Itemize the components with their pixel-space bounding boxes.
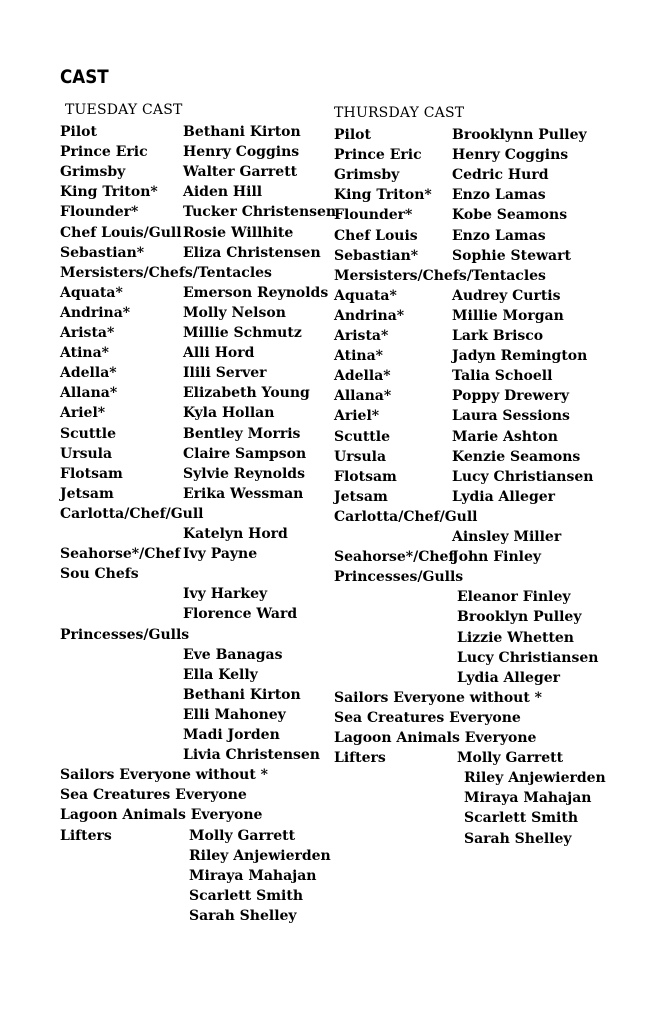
tuesday-cast-row xyxy=(60,323,340,343)
actor-name: Florence Ward xyxy=(183,606,298,623)
actor-name: Kyla Hollan xyxy=(183,405,275,422)
actor-name: Cedric Hurd xyxy=(452,167,549,184)
actor-name: Kobe Seamons xyxy=(452,207,568,224)
tuesday-cast-row xyxy=(60,564,340,584)
tuesday-cast-row xyxy=(60,725,340,745)
thursday-cast-row xyxy=(334,246,614,266)
role-name: Lagoon Animals Everyone xyxy=(334,730,537,746)
thursday-cast-row xyxy=(334,185,614,205)
thursday-cast-row xyxy=(334,447,614,467)
role-name: Lifters xyxy=(60,827,112,844)
actor-name: Bethani Kirton xyxy=(183,124,301,140)
tuesday-cast-row xyxy=(60,182,340,202)
actor-name: Bentley Morris xyxy=(183,425,301,442)
thursday-cast-row xyxy=(334,808,614,828)
thursday-cast-row xyxy=(334,668,614,688)
tuesday-cast-row xyxy=(60,343,340,363)
cast-heading: CAST xyxy=(60,66,109,88)
role-name: Sebastian* xyxy=(334,247,419,264)
actor-name: Henry Coggins xyxy=(183,144,300,161)
thursday-cast-row xyxy=(334,266,614,286)
role-name: Seahorse*/Chef xyxy=(60,546,181,563)
tuesday-cast-row xyxy=(60,826,340,846)
thursday-cast-row xyxy=(334,648,614,668)
tuesday-cast-row xyxy=(60,263,340,283)
tuesday-cast-row xyxy=(60,444,340,464)
actor-name: Sylvie Reynolds xyxy=(183,465,305,482)
actor-name: Miraya Mahajan xyxy=(189,867,317,884)
actor-name: Miraya Mahajan xyxy=(464,790,592,807)
role-name: Sailors Everyone without * xyxy=(334,689,543,706)
role-name: Arista* xyxy=(60,325,115,341)
thursday-cast-row xyxy=(334,728,614,748)
role-name: Sebastian* xyxy=(60,244,145,261)
tuesday-cast-row xyxy=(60,383,340,403)
role-name: Atina* xyxy=(60,345,109,362)
thursday-cast-row xyxy=(334,487,614,507)
role-name: Andrina* xyxy=(60,304,131,321)
role-name: Jetsam xyxy=(334,488,388,505)
actor-name: Poppy Drewery xyxy=(452,388,569,405)
actor-name: Eleanor Finley xyxy=(457,589,571,606)
thursday-cast-row xyxy=(334,688,614,708)
tuesday-cast-row xyxy=(60,403,340,423)
actor-name: Riley Anjewierden xyxy=(464,770,606,787)
tuesday-cast-row xyxy=(60,464,340,484)
actor-name: Alli Hord xyxy=(183,345,255,362)
actor-name: Laura Sessions xyxy=(452,408,570,425)
tuesday-cast-row xyxy=(60,866,340,886)
role-name: Princesses/Gulls xyxy=(334,569,464,586)
thursday-cast-row xyxy=(334,708,614,728)
tuesday-cast-row xyxy=(60,424,340,444)
thursday-cast-row xyxy=(334,768,614,788)
tuesday-cast-row xyxy=(60,625,340,645)
tuesday-cast-row xyxy=(60,484,340,504)
actor-name: Aiden Hill xyxy=(183,184,263,201)
role-name: Chef Louis xyxy=(334,227,418,244)
thursday-cast-row xyxy=(334,547,614,567)
actor-name: Lydia Alleger xyxy=(452,488,556,505)
actor-name: Elizabeth Young xyxy=(183,385,310,402)
role-name: Carlotta/Chef/Gull xyxy=(334,508,478,525)
role-name: Scuttle xyxy=(60,425,116,442)
thursday-cast-row xyxy=(334,165,614,185)
tuesday-cast-row xyxy=(60,906,340,926)
actor-name: Jadyn Remington xyxy=(452,348,588,365)
tuesday-cast-row xyxy=(60,363,340,383)
role-name: Adella* xyxy=(334,368,391,385)
tuesday-cast-row xyxy=(60,303,340,323)
tuesday-cast-title: TUESDAY CAST xyxy=(65,102,183,118)
tuesday-cast-row xyxy=(60,122,340,142)
role-name: Jetsam xyxy=(60,485,114,502)
actor-name: Molly Garrett xyxy=(457,750,564,767)
actor-name: Riley Anjewierden xyxy=(189,847,331,864)
thursday-cast-row xyxy=(334,829,614,849)
actor-name: Marie Ashton xyxy=(452,428,558,445)
tuesday-cast-row xyxy=(60,785,340,805)
thursday-cast-row xyxy=(334,748,614,768)
actor-name: Ivy Harkey xyxy=(183,586,268,603)
actor-name: Sarah Shelley xyxy=(464,830,572,847)
actor-name: Lucy Christiansen xyxy=(452,468,594,485)
actor-name: Ilili Server xyxy=(183,365,267,382)
actor-name: Brooklynn Pulley xyxy=(452,127,587,143)
tuesday-cast-row xyxy=(60,705,340,725)
thursday-cast-row xyxy=(334,125,614,145)
actor-name: John Finley xyxy=(452,549,541,566)
role-name: Chef Louis/Gull xyxy=(60,224,182,241)
actor-name: Elli Mahoney xyxy=(183,706,286,723)
role-name: Ursula xyxy=(60,445,113,462)
role-name: Atina* xyxy=(334,348,383,365)
actor-name: Claire Sampson xyxy=(183,445,307,462)
role-name: Lifters xyxy=(334,750,386,767)
tuesday-cast-row xyxy=(60,685,340,705)
role-name: Arista* xyxy=(334,328,389,344)
role-name: Andrina* xyxy=(334,307,405,324)
role-name: Aquata* xyxy=(334,287,397,304)
tuesday-cast-row xyxy=(60,645,340,665)
role-name: Carlotta/Chef/Gull xyxy=(60,505,204,522)
thursday-cast-row xyxy=(334,205,614,225)
actor-name: Millie Morgan xyxy=(452,307,564,324)
role-name: King Triton* xyxy=(60,184,158,201)
actor-name: Eliza Christensen xyxy=(183,244,321,261)
role-name: Allana* xyxy=(334,388,392,405)
thursday-cast-row xyxy=(334,346,614,366)
thursday-cast-row xyxy=(334,587,614,607)
thursday-cast-row xyxy=(334,306,614,326)
tuesday-cast-row xyxy=(60,524,340,544)
actor-name: Katelyn Hord xyxy=(183,526,288,542)
role-name: Ursula xyxy=(334,448,387,465)
thursday-cast-row xyxy=(334,467,614,487)
actor-name: Eve Banagas xyxy=(183,646,283,663)
actor-name: Brooklyn Pulley xyxy=(457,609,582,626)
actor-name: Talia Schoell xyxy=(452,368,553,385)
thursday-cast-row xyxy=(334,226,614,246)
actor-name: Tucker Christensen xyxy=(183,204,337,221)
role-name: Sea Creatures Everyone xyxy=(60,787,247,804)
tuesday-cast-row xyxy=(60,504,340,524)
tuesday-cast-row xyxy=(60,544,340,564)
actor-name: Erika Wessman xyxy=(183,485,304,502)
actor-name: Scarlett Smith xyxy=(189,887,304,904)
thursday-cast-row xyxy=(334,427,614,447)
actor-name: Ainsley Miller xyxy=(452,529,562,545)
role-name: Prince Eric xyxy=(60,144,148,161)
tuesday-cast-row xyxy=(60,886,340,906)
tuesday-cast-row xyxy=(60,202,340,222)
role-name: Sea Creatures Everyone xyxy=(334,709,521,726)
actor-name: Bethani Kirton xyxy=(183,686,301,703)
role-name: Scuttle xyxy=(334,428,390,445)
thursday-cast-row xyxy=(334,326,614,346)
role-name: Ariel* xyxy=(60,405,106,422)
actor-name: Molly Garrett xyxy=(189,827,296,844)
tuesday-cast-row xyxy=(60,604,340,624)
actor-name: Lark Brisco xyxy=(452,328,544,344)
tuesday-cast-row xyxy=(60,223,340,243)
role-name: Flounder* xyxy=(334,207,413,224)
actor-name: Molly Nelson xyxy=(183,304,286,321)
tuesday-cast-row xyxy=(60,765,340,785)
tuesday-cast-row xyxy=(60,243,340,263)
role-name: Flotsam xyxy=(60,465,123,482)
role-name: Mersisters/Chefs/Tentacles xyxy=(60,264,272,281)
actor-name: Ella Kelly xyxy=(183,666,258,683)
actor-name: Scarlett Smith xyxy=(464,810,579,827)
role-name: Grimsby xyxy=(334,167,400,184)
thursday-cast-row xyxy=(334,507,614,527)
role-name: Ariel* xyxy=(334,408,380,425)
role-name: Mersisters/Chefs/Tentacles xyxy=(334,267,546,284)
actor-name: Madi Jorden xyxy=(183,727,280,743)
role-name: Aquata* xyxy=(60,284,123,301)
role-name: Grimsby xyxy=(60,164,126,181)
actor-name: Lizzie Whetten xyxy=(457,629,574,646)
actor-name: Lucy Christiansen xyxy=(457,649,599,666)
role-name: Princesses/Gulls xyxy=(60,626,190,643)
tuesday-cast-row xyxy=(60,162,340,182)
actor-name: Livia Christensen xyxy=(183,747,320,764)
actor-name: Audrey Curtis xyxy=(452,287,561,304)
actor-name: Ivy Payne xyxy=(183,546,258,563)
tuesday-cast-row xyxy=(60,805,340,825)
thursday-cast-row xyxy=(334,788,614,808)
thursday-cast-row xyxy=(334,286,614,306)
role-name: Allana* xyxy=(60,385,118,402)
actor-name: Enzo Lamas xyxy=(452,187,546,204)
thursday-cast-row xyxy=(334,366,614,386)
role-name: Pilot xyxy=(60,124,97,140)
thursday-cast-row xyxy=(334,567,614,587)
actor-name: Sophie Stewart xyxy=(452,247,571,264)
thursday-cast-title: THURSDAY CAST xyxy=(334,105,465,121)
actor-name: Henry Coggins xyxy=(452,147,569,164)
role-name: Sou Chefs xyxy=(60,566,139,583)
thursday-cast-row xyxy=(334,628,614,648)
role-name: Prince Eric xyxy=(334,147,422,164)
role-name: King Triton* xyxy=(334,187,432,204)
actor-name: Enzo Lamas xyxy=(452,227,546,244)
thursday-cast-row xyxy=(334,145,614,165)
thursday-cast-row xyxy=(334,607,614,627)
actor-name: Kenzie Seamons xyxy=(452,448,581,465)
actor-name: Walter Garrett xyxy=(183,164,298,181)
actor-name: Millie Schmutz xyxy=(183,325,302,341)
thursday-cast-row xyxy=(334,527,614,547)
thursday-cast-row xyxy=(334,386,614,406)
tuesday-cast-row xyxy=(60,846,340,866)
role-name: Lagoon Animals Everyone xyxy=(60,807,263,824)
actor-name: Rosie Willhite xyxy=(183,224,294,241)
tuesday-cast-row xyxy=(60,142,340,162)
role-name: Adella* xyxy=(60,365,117,382)
tuesday-cast-row xyxy=(60,584,340,604)
tuesday-cast-row xyxy=(60,745,340,765)
role-name: Flounder* xyxy=(60,204,139,221)
role-name: Flotsam xyxy=(334,468,397,485)
role-name: Pilot xyxy=(334,127,371,143)
actor-name: Lydia Alleger xyxy=(457,669,561,686)
thursday-cast-row xyxy=(334,406,614,426)
tuesday-cast-row xyxy=(60,665,340,685)
tuesday-cast-row xyxy=(60,283,340,303)
actor-name: Emerson Reynolds xyxy=(183,284,329,301)
actor-name: Sarah Shelley xyxy=(189,907,297,924)
role-name: Sailors Everyone without * xyxy=(60,767,269,784)
role-name: Seahorse*/Chef xyxy=(334,549,455,566)
